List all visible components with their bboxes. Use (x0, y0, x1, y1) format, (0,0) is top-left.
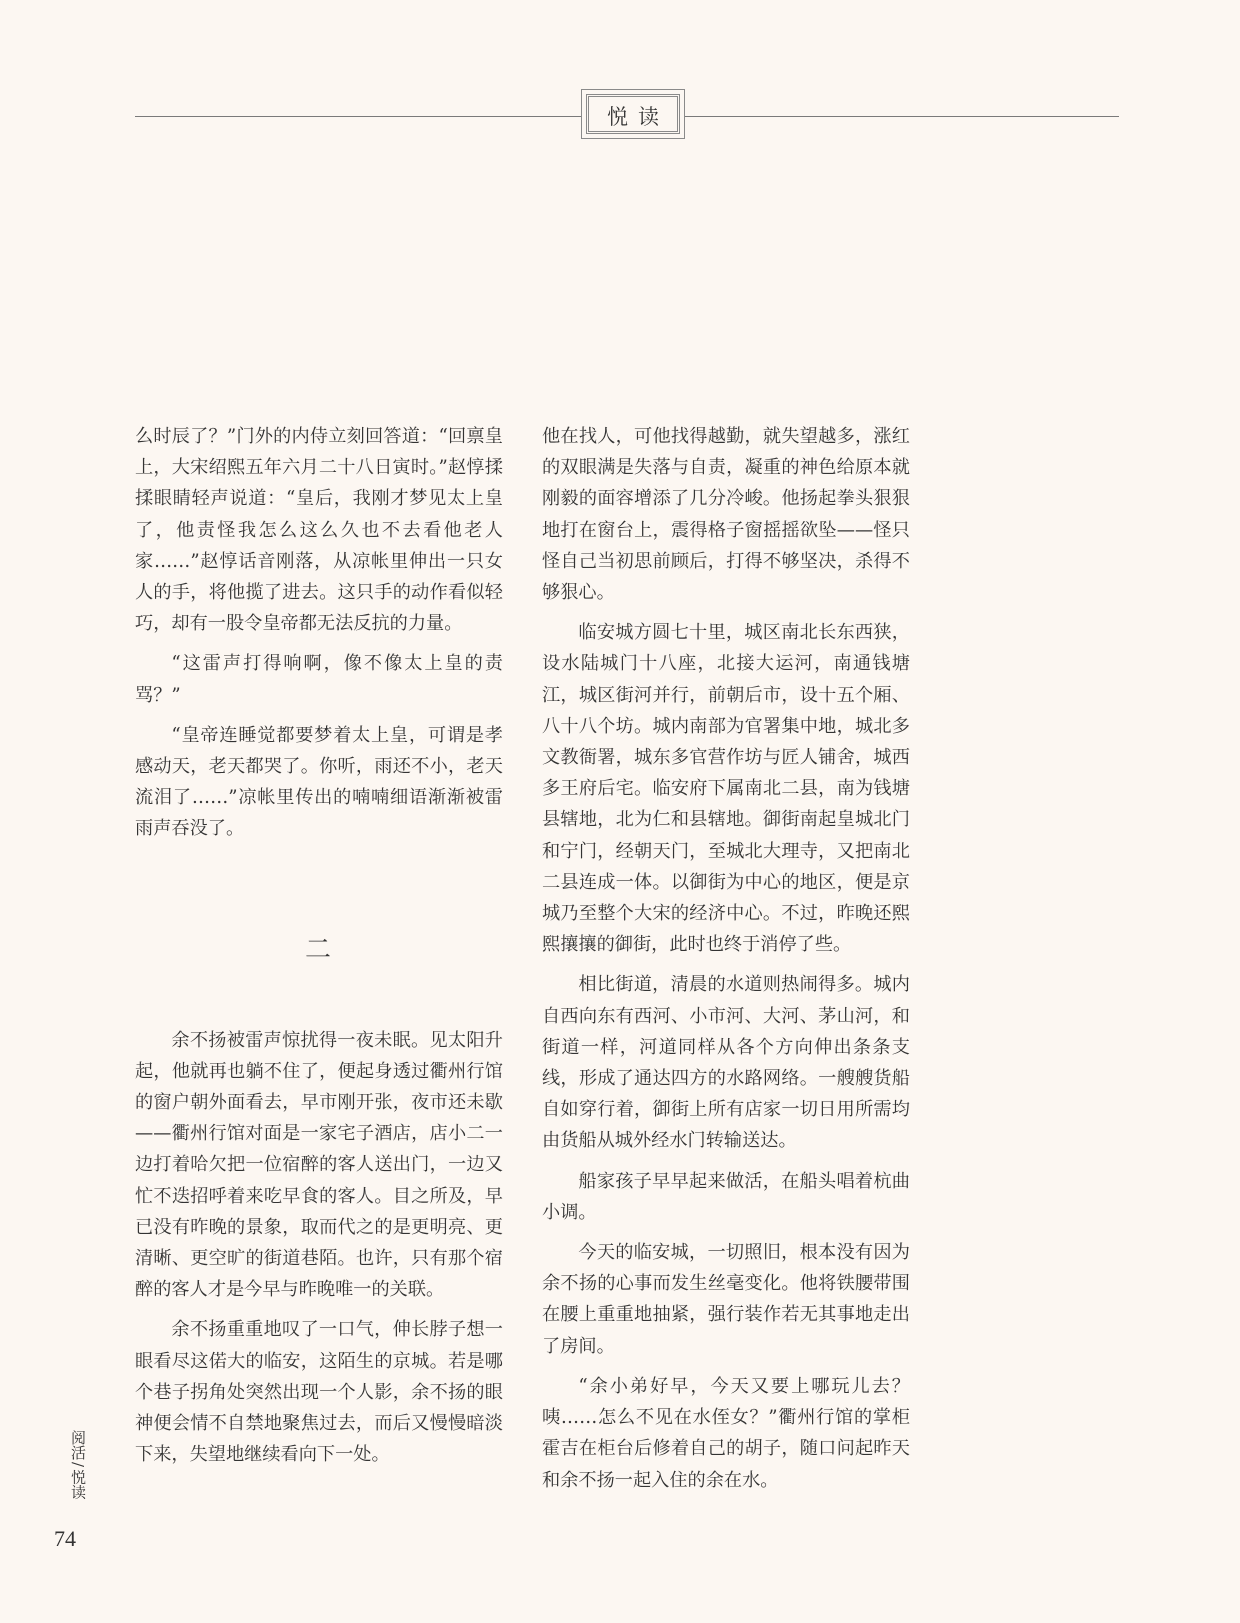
paragraph: 余不扬被雷声惊扰得一夜未眠。见太阳升起，他就再也躺不住了，便起身透过衢州行馆的窗户朝外面看去，早市刚开张，夜市还未歇——衢州行馆对面是一家宅子酒店，店小二一边打着哈欠把一位宿醉的客人送出门，一边又忙不迭招呼着来吃早食的客人。目之所及，早已没有昨晚的景象，取而代之的是更明亮、更清晰、更空旷的街道巷陌。也许，只有那个宿醉的客人才是今早与昨晚唯一的关联。 (135, 1029, 503, 1301)
paragraph: 船家孩子早早起来做活，在船头唱着杭曲小调。 (542, 1170, 910, 1223)
paragraph: 相比街道，清晨的水道则热闹得多。城内自西向东有西河、小市河、大河、茅山河，和街道一样，河道同样从各个方向伸出条条支线，形成了通达四方的水路网络。一艘艘货船自如穿行着，御街上所有店家一切日用所需均由货船从城外经水门转输送达。 (542, 974, 910, 1152)
paragraph: 余不扬重重地叹了一口气，伸长脖子想一眼看尽这偌大的临安，这陌生的京城。若是哪个巷子拐角处突然出现一个人影，余不扬的眼神便会情不自禁地聚焦过去，而后又慢慢暗淡下来，失望地继续看向下一处。 (135, 1319, 503, 1466)
divider-slash: / (69, 1462, 87, 1468)
section-label: 悦读 (607, 105, 669, 129)
magazine-name-bottom: 悦读 (69, 1469, 87, 1500)
magazine-side-mark (58, 1430, 86, 1499)
magazine-name-top: 阅活 (69, 1430, 87, 1460)
paragraph: “余小弟好早，今天又要上哪玩儿去？咦……怎么不见在水侄女？”衢州行馆的掌柜霍吉在柜台后修着自己的胡子，随口问起昨天和余不扬一起入住的余在水。 (542, 1375, 910, 1491)
paragraph: 临安城方圆七十里，城区南北长东西狭，设水陆城门十八座，北接大运河，南通钱塘江，城区街河并行，前朝后市，设十五个厢、八十八个坊。城内南部为官署集中地，城北多文教衙署，城东多官营作坊与匠人铺舍，城西多王府后宅。临安府下属南北二县，南为钱塘县辖地，北为仁和县辖地。御街南起皇城北门和宁门，经朝天门，至城北大理寺，又把南北二县连成一体。以御街为中心的地区，便是京城乃至整个大宋的经济中心。不过，昨晚还熙熙攘攘的御街，此时也终于消停了些。 (542, 622, 910, 956)
page-number: 74 (54, 1526, 76, 1551)
paragraph: 么时辰了？”门外的内侍立刻回答道：“回禀皇上，大宋绍熙五年六月二十八日寅时。”赵惇揉揉眼睛轻声说道：“皇后，我刚才梦见太上皇了，他责怪我怎么这么久也不去看他老人家……”赵惇话音刚落，从凉帐里伸出一只女人的手，将他揽了进去。这只手的动作看似轻巧，却有一股令皇帝都无法反抗的力量。 (135, 426, 503, 635)
paragraph: “皇帝连睡觉都要梦着太上皇，可谓是孝感动天，老天都哭了。你听，雨还不小，老天流泪了……”凉帐里传出的喃喃细语渐渐被雷雨声吞没了。 (135, 724, 503, 840)
section-heading: 二 (304, 934, 333, 965)
section-badge (581, 89, 685, 139)
left-column (135, 421, 503, 1479)
paragraph: 今天的临安城，一切照旧，根本没有因为余不扬的心事而发生丝毫变化。他将铁腰带围在腰上重重地抽紧，强行装作若无其事地走出了房间。 (542, 1242, 910, 1357)
paragraph: 他在找人，可他找得越勤，就失望越多，涨红的双眼满是失落与自责，凝重的神色给原本就刚毅的面容增添了几分冷峻。他扬起拳头狠狠地打在窗台上，震得格子窗摇摇欲坠——怪只怪自己当初思前顾后，打得不够坚决，杀得不够狠心。 (542, 426, 910, 604)
right-column (542, 421, 910, 1505)
paragraph: “这雷声打得响啊，像不像太上皇的责骂？” (135, 653, 503, 706)
